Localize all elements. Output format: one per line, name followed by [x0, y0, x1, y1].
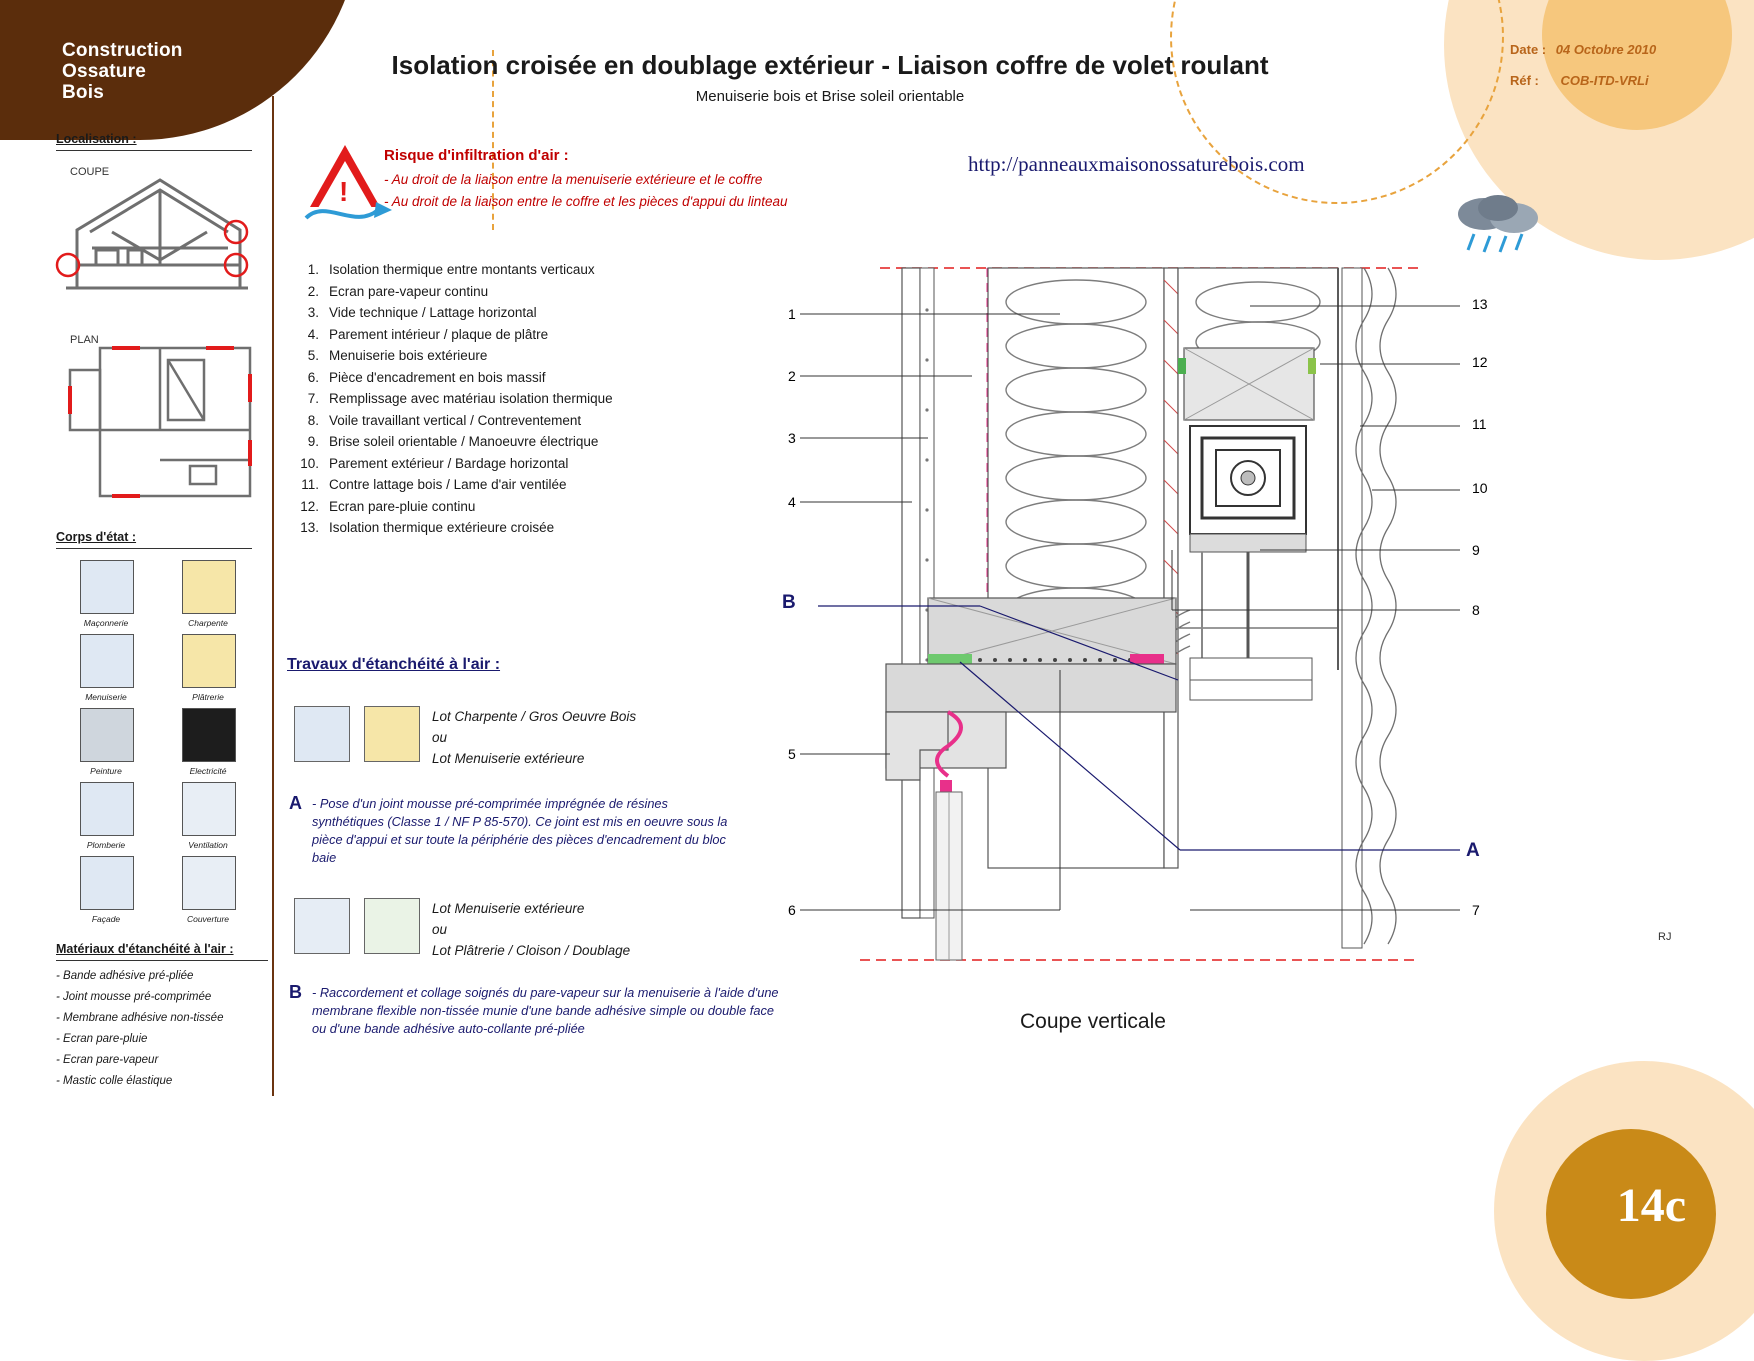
- callout-7: 7: [1472, 902, 1480, 918]
- list-item: [287, 284, 687, 299]
- legend-list: [287, 262, 687, 542]
- marker-b-label: B: [289, 982, 302, 1002]
- lot-menuiserie2-icon: [294, 898, 350, 954]
- trade-label: Menuiserie: [85, 692, 127, 702]
- vertical-section-drawing: [760, 250, 1750, 1010]
- legend-text: Menuiserie bois extérieure: [329, 348, 488, 363]
- coupe-label: COUPE: [70, 166, 110, 178]
- legend-num: 11.: [301, 477, 319, 492]
- trade-icon-couverture: [182, 856, 236, 910]
- trade-label: Charpente: [188, 618, 228, 628]
- trade-icon-platrerie: [182, 634, 236, 688]
- ref-value: COB-ITD-VRLi: [1560, 73, 1649, 88]
- callout-4: 4: [788, 494, 796, 510]
- list-item: [287, 305, 687, 320]
- lot2-line2: ou: [432, 922, 448, 937]
- trade-icon-ventilation: [182, 782, 236, 836]
- legend-num: 12.: [300, 498, 319, 514]
- lot-charpente-text: [432, 706, 636, 769]
- trade-label: Maçonnerie: [83, 618, 129, 628]
- list-item: [287, 520, 687, 535]
- legend-text: Ecran pare-pluie continu: [329, 498, 476, 514]
- lot1-line1: Lot Charpente / Gros Oeuvre Bois: [432, 709, 637, 724]
- vertical-divider: [272, 96, 274, 1096]
- callout-12: 12: [1472, 354, 1488, 370]
- sheet-meta: [1510, 42, 1740, 104]
- lot-menuiserie-icon: [364, 706, 420, 762]
- legend-num: 5.: [307, 348, 319, 363]
- trade-label: Electricité: [189, 766, 227, 776]
- date-value: 04 Octobre 2010: [1555, 42, 1657, 57]
- callout-2: 2: [788, 368, 796, 384]
- legend-num: 3.: [307, 305, 319, 320]
- legend-num: 7.: [307, 391, 319, 406]
- trade-icon-peinture: [80, 708, 134, 762]
- legend-text: Voile travaillant vertical / Contreventement: [329, 412, 582, 428]
- warning-title: Risque d'infiltration d'air :: [384, 147, 569, 164]
- legend-text: Contre lattage bois / Lame d'air ventilée: [329, 477, 567, 492]
- building-plan-sketch: [60, 330, 255, 505]
- trade-icon-plomberie: [80, 782, 134, 836]
- page-title: Isolation croisée en doublage extérieur - Liaison coffre de volet roulant: [391, 50, 1269, 80]
- legend-num: 4.: [307, 326, 319, 342]
- legend-text: Parement intérieur / plaque de plâtre: [329, 326, 549, 342]
- trade-label: Plomberie: [86, 840, 126, 850]
- list-item: [287, 370, 687, 385]
- legend-text: Pièce d'encadrement en bois massif: [329, 369, 546, 385]
- callout-11: 11: [1472, 416, 1487, 432]
- corps-etat-label: Corps d'état :: [56, 530, 137, 544]
- page-number: 14c: [1616, 1179, 1686, 1232]
- lot-platrerie-text: [432, 898, 630, 961]
- legend-text: Isolation thermique extérieure croisée: [329, 520, 555, 535]
- list-item: - Membrane adhésive non-tissée: [56, 1012, 224, 1024]
- brand-line-2: Ossature: [62, 61, 146, 82]
- svg-text:RJ: RJ: [1658, 931, 1672, 943]
- lot1-line3: Lot Menuiserie extérieure: [432, 751, 585, 766]
- legend-num: 10.: [300, 455, 319, 471]
- callout-6: 6: [788, 902, 796, 918]
- trade-icon-maconnerie: [80, 560, 134, 614]
- trade-label: Plâtrerie: [192, 692, 224, 702]
- list-item: - Bande adhésive pré-pliée: [56, 970, 194, 982]
- legend-num: 8.: [307, 412, 319, 428]
- legend-num: 1.: [307, 262, 319, 277]
- drawing-caption: Coupe verticale: [1020, 1010, 1166, 1033]
- ref-label: Réf :: [1510, 73, 1539, 88]
- list-item: - Ecran pare-vapeur: [56, 1054, 159, 1066]
- brand-line-3: Bois: [62, 82, 104, 103]
- trade-label: Couverture: [186, 914, 230, 924]
- materials-label: Matériaux d'étanchéité à l'air :: [56, 942, 234, 956]
- divider: [56, 960, 268, 961]
- list-item: [287, 499, 687, 514]
- list-item: [287, 456, 687, 471]
- legend-text: Remplissage avec matériau isolation thermique: [329, 391, 613, 406]
- callout-5: 5: [788, 746, 796, 762]
- list-item: - Ecran pare-pluie: [56, 1033, 148, 1045]
- divider: [56, 150, 252, 151]
- trade-icon-facade: [80, 856, 134, 910]
- website-url[interactable]: http://panneauxmaisonossaturebois.com: [968, 152, 1305, 176]
- ref-row: [1510, 73, 1740, 88]
- list-item: - Joint mousse pré-comprimée: [56, 991, 212, 1003]
- paragraph-b: - Raccordement et collage soignés du pare-vapeur sur la menuiserie à l'aide d'une membrane flexible non-tissée munie d'une bande adhésive simple ou double face ou d'une bande adhésive auto-collante pré-pliée: [312, 985, 779, 1036]
- trade-icon-charpente: [182, 560, 236, 614]
- warning-exclamation-icon: !: [339, 176, 349, 207]
- trade-label: Façade: [91, 914, 121, 924]
- date-label: Date :: [1510, 42, 1547, 57]
- legend-text: Ecran pare-vapeur continu: [329, 283, 489, 299]
- paragraph-a: - Pose d'un joint mousse pré-comprimée imprégnée de résines synthétiques (Classe 1 / NF P 85-570). Ce joint est mis en oeuvre sous la pièce d'appui et sur toute la périphérie des pièces d'encadrement du bloc baie: [312, 796, 728, 865]
- trade-label: Ventilation: [188, 840, 228, 850]
- list-item: [287, 434, 687, 449]
- legend-num: 6.: [307, 369, 319, 385]
- callout-1: 1: [788, 306, 796, 322]
- trade-icon-electricite: [182, 708, 236, 762]
- warning-line-2: - Au droit de la liaison entre le coffre et les pièces d'appui du linteau: [384, 194, 788, 209]
- date-row: [1510, 42, 1740, 57]
- callout-3: 3: [788, 430, 796, 446]
- list-item: - Mastic colle élastique: [56, 1075, 173, 1087]
- callout-8: 8: [1472, 602, 1480, 618]
- legend-num: 2.: [307, 283, 319, 299]
- trade-icon-menuiserie: [80, 634, 134, 688]
- lot2-line1: Lot Menuiserie extérieure: [432, 901, 585, 916]
- page-subtitle: Menuiserie bois et Brise soleil orientable: [695, 88, 965, 105]
- brand-line-1: Construction: [62, 40, 183, 61]
- lot-platrerie-icon: [364, 898, 420, 954]
- list-item: [287, 413, 687, 428]
- list-item: [287, 327, 687, 342]
- callout-10: 10: [1472, 480, 1488, 496]
- building-section-sketch: [52, 170, 257, 305]
- section-title-etancheite: Travaux d'étanchéité à l'air :: [287, 656, 501, 673]
- warning-line-1: - Au droit de la liaison entre la menuiserie extérieure et le coffre: [384, 172, 763, 187]
- brand-title: [62, 40, 183, 103]
- drawing-marker-a: A: [1466, 840, 1480, 861]
- callout-9: 9: [1472, 542, 1480, 558]
- trade-label: Peinture: [90, 766, 122, 776]
- drawing-marker-b: B: [782, 592, 796, 613]
- materials-list: [56, 966, 223, 1092]
- list-item: [287, 391, 687, 406]
- lot-charpente-icon: [294, 706, 350, 762]
- divider: [56, 548, 252, 549]
- legend-text: Isolation thermique entre montants verticaux: [329, 262, 595, 277]
- list-item: [287, 477, 687, 492]
- list-item: [287, 262, 687, 277]
- callout-13: 13: [1472, 296, 1488, 312]
- marker-a-label: A: [289, 793, 302, 813]
- legend-text: Parement extérieur / Bardage horizontal: [329, 455, 569, 471]
- list-item: [287, 348, 687, 363]
- localisation-label: Localisation :: [56, 132, 137, 146]
- lot2-line3: Lot Plâtrerie / Cloison / Doublage: [432, 943, 631, 958]
- legend-num: 13.: [300, 520, 319, 535]
- lot1-line2: ou: [432, 730, 448, 745]
- legend-text: Brise soleil orientable / Manoeuvre électrique: [329, 434, 599, 449]
- legend-num: 9.: [307, 434, 319, 449]
- plan-label: PLAN: [70, 334, 99, 346]
- legend-text: Vide technique / Lattage horizontal: [329, 305, 537, 320]
